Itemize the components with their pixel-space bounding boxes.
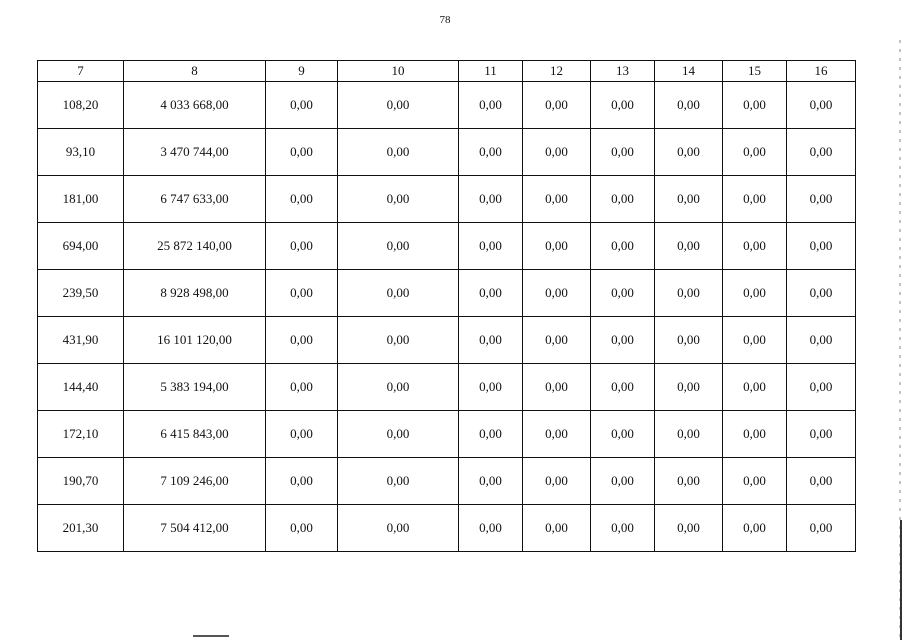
table-cell: 108,20	[38, 82, 124, 129]
table-cell: 16 101 120,00	[124, 317, 266, 364]
table-cell: 0,00	[459, 411, 523, 458]
header-row	[38, 61, 856, 82]
column-header: 14	[655, 61, 723, 82]
column-header: 16	[787, 61, 856, 82]
table-row	[38, 411, 856, 458]
table-cell: 0,00	[338, 223, 459, 270]
column-header: 7	[38, 61, 124, 82]
table-cell: 0,00	[523, 317, 591, 364]
table-cell: 0,00	[591, 270, 655, 317]
table-cell: 0,00	[655, 270, 723, 317]
table-cell: 0,00	[338, 411, 459, 458]
table-cell: 0,00	[523, 129, 591, 176]
table-cell: 0,00	[655, 317, 723, 364]
table-cell: 0,00	[266, 176, 338, 223]
table-cell: 0,00	[338, 317, 459, 364]
table-cell: 0,00	[459, 364, 523, 411]
table-cell: 0,00	[655, 364, 723, 411]
table-cell: 0,00	[787, 364, 856, 411]
table-cell: 0,00	[591, 129, 655, 176]
table-cell: 0,00	[723, 317, 787, 364]
table-cell: 0,00	[266, 505, 338, 552]
table-cell: 0,00	[655, 129, 723, 176]
table-cell: 0,00	[459, 176, 523, 223]
table-cell: 0,00	[266, 223, 338, 270]
table-cell: 0,00	[523, 411, 591, 458]
table-cell: 0,00	[338, 505, 459, 552]
table-cell: 0,00	[591, 458, 655, 505]
table-cell: 0,00	[459, 317, 523, 364]
table-cell: 0,00	[459, 458, 523, 505]
table-cell: 0,00	[338, 129, 459, 176]
table-row	[38, 505, 856, 552]
table-cell: 0,00	[459, 129, 523, 176]
table-cell: 0,00	[723, 411, 787, 458]
table-cell: 0,00	[459, 505, 523, 552]
page-number: 78	[439, 14, 451, 26]
table-cell: 0,00	[723, 270, 787, 317]
table-row	[38, 223, 856, 270]
table-cell: 0,00	[591, 317, 655, 364]
table-cell: 0,00	[523, 270, 591, 317]
table-cell: 0,00	[523, 505, 591, 552]
column-header: 12	[523, 61, 591, 82]
table-cell: 0,00	[723, 129, 787, 176]
table-cell: 0,00	[787, 129, 856, 176]
table-row	[38, 82, 856, 129]
table-row	[38, 317, 856, 364]
table-cell: 8 928 498,00	[124, 270, 266, 317]
table-cell: 0,00	[338, 364, 459, 411]
column-header: 11	[459, 61, 523, 82]
table-cell: 6 747 633,00	[124, 176, 266, 223]
table-cell: 0,00	[591, 505, 655, 552]
table-cell: 431,90	[38, 317, 124, 364]
table-cell: 0,00	[787, 270, 856, 317]
table-cell: 694,00	[38, 223, 124, 270]
table-cell: 0,00	[266, 364, 338, 411]
table-cell: 0,00	[723, 223, 787, 270]
table-cell: 239,50	[38, 270, 124, 317]
table-cell: 3 470 744,00	[124, 129, 266, 176]
table-cell: 0,00	[655, 505, 723, 552]
table-cell: 0,00	[723, 505, 787, 552]
column-header: 8	[124, 61, 266, 82]
table-cell: 0,00	[591, 364, 655, 411]
table-cell: 0,00	[787, 458, 856, 505]
table-cell: 93,10	[38, 129, 124, 176]
table-cell: 0,00	[523, 223, 591, 270]
table-cell: 0,00	[459, 223, 523, 270]
table-cell: 0,00	[591, 223, 655, 270]
table-cell: 0,00	[723, 82, 787, 129]
table-cell: 4 033 668,00	[124, 82, 266, 129]
table-cell: 0,00	[266, 82, 338, 129]
column-header: 13	[591, 61, 655, 82]
table-cell: 172,10	[38, 411, 124, 458]
table-cell: 0,00	[655, 223, 723, 270]
table-row	[38, 129, 856, 176]
table-cell: 6 415 843,00	[124, 411, 266, 458]
table-cell: 0,00	[655, 176, 723, 223]
table-cell: 0,00	[266, 317, 338, 364]
table-cell: 0,00	[655, 458, 723, 505]
table-cell: 0,00	[459, 270, 523, 317]
table-cell: 7 109 246,00	[124, 458, 266, 505]
table-cell: 0,00	[338, 82, 459, 129]
table-cell: 0,00	[655, 82, 723, 129]
table-cell: 0,00	[723, 364, 787, 411]
table-cell: 181,00	[38, 176, 124, 223]
table-cell: 0,00	[787, 411, 856, 458]
table-cell: 0,00	[266, 270, 338, 317]
table-cell: 0,00	[787, 505, 856, 552]
table-cell: 0,00	[655, 411, 723, 458]
table-cell: 144,40	[38, 364, 124, 411]
table-row	[38, 458, 856, 505]
table-cell: 5 383 194,00	[124, 364, 266, 411]
table-cell: 0,00	[787, 223, 856, 270]
column-header: 15	[723, 61, 787, 82]
table-cell: 0,00	[523, 364, 591, 411]
table-cell: 0,00	[591, 82, 655, 129]
column-header: 9	[266, 61, 338, 82]
table-cell: 0,00	[723, 458, 787, 505]
scan-edge-line	[900, 520, 902, 640]
table-cell: 0,00	[266, 411, 338, 458]
data-table	[37, 60, 856, 552]
table-cell: 0,00	[723, 176, 787, 223]
table-cell: 0,00	[523, 458, 591, 505]
table-cell: 0,00	[787, 82, 856, 129]
table-cell: 0,00	[523, 82, 591, 129]
table-cell: 0,00	[266, 458, 338, 505]
table-cell: 190,70	[38, 458, 124, 505]
table-cell: 0,00	[338, 176, 459, 223]
table-cell: 0,00	[266, 129, 338, 176]
table-cell: 0,00	[338, 270, 459, 317]
table-row	[38, 176, 856, 223]
table-cell: 0,00	[338, 458, 459, 505]
table-body	[38, 82, 856, 552]
table-cell: 0,00	[591, 411, 655, 458]
table-row	[38, 270, 856, 317]
table-row	[38, 364, 856, 411]
table-cell: 0,00	[787, 317, 856, 364]
table-cell: 0,00	[591, 176, 655, 223]
table-cell: 25 872 140,00	[124, 223, 266, 270]
table-cell: 0,00	[459, 82, 523, 129]
scan-bottom-mark	[193, 635, 229, 637]
column-header: 10	[338, 61, 459, 82]
table-cell: 0,00	[787, 176, 856, 223]
table-cell: 0,00	[523, 176, 591, 223]
table-cell: 201,30	[38, 505, 124, 552]
table-cell: 7 504 412,00	[124, 505, 266, 552]
